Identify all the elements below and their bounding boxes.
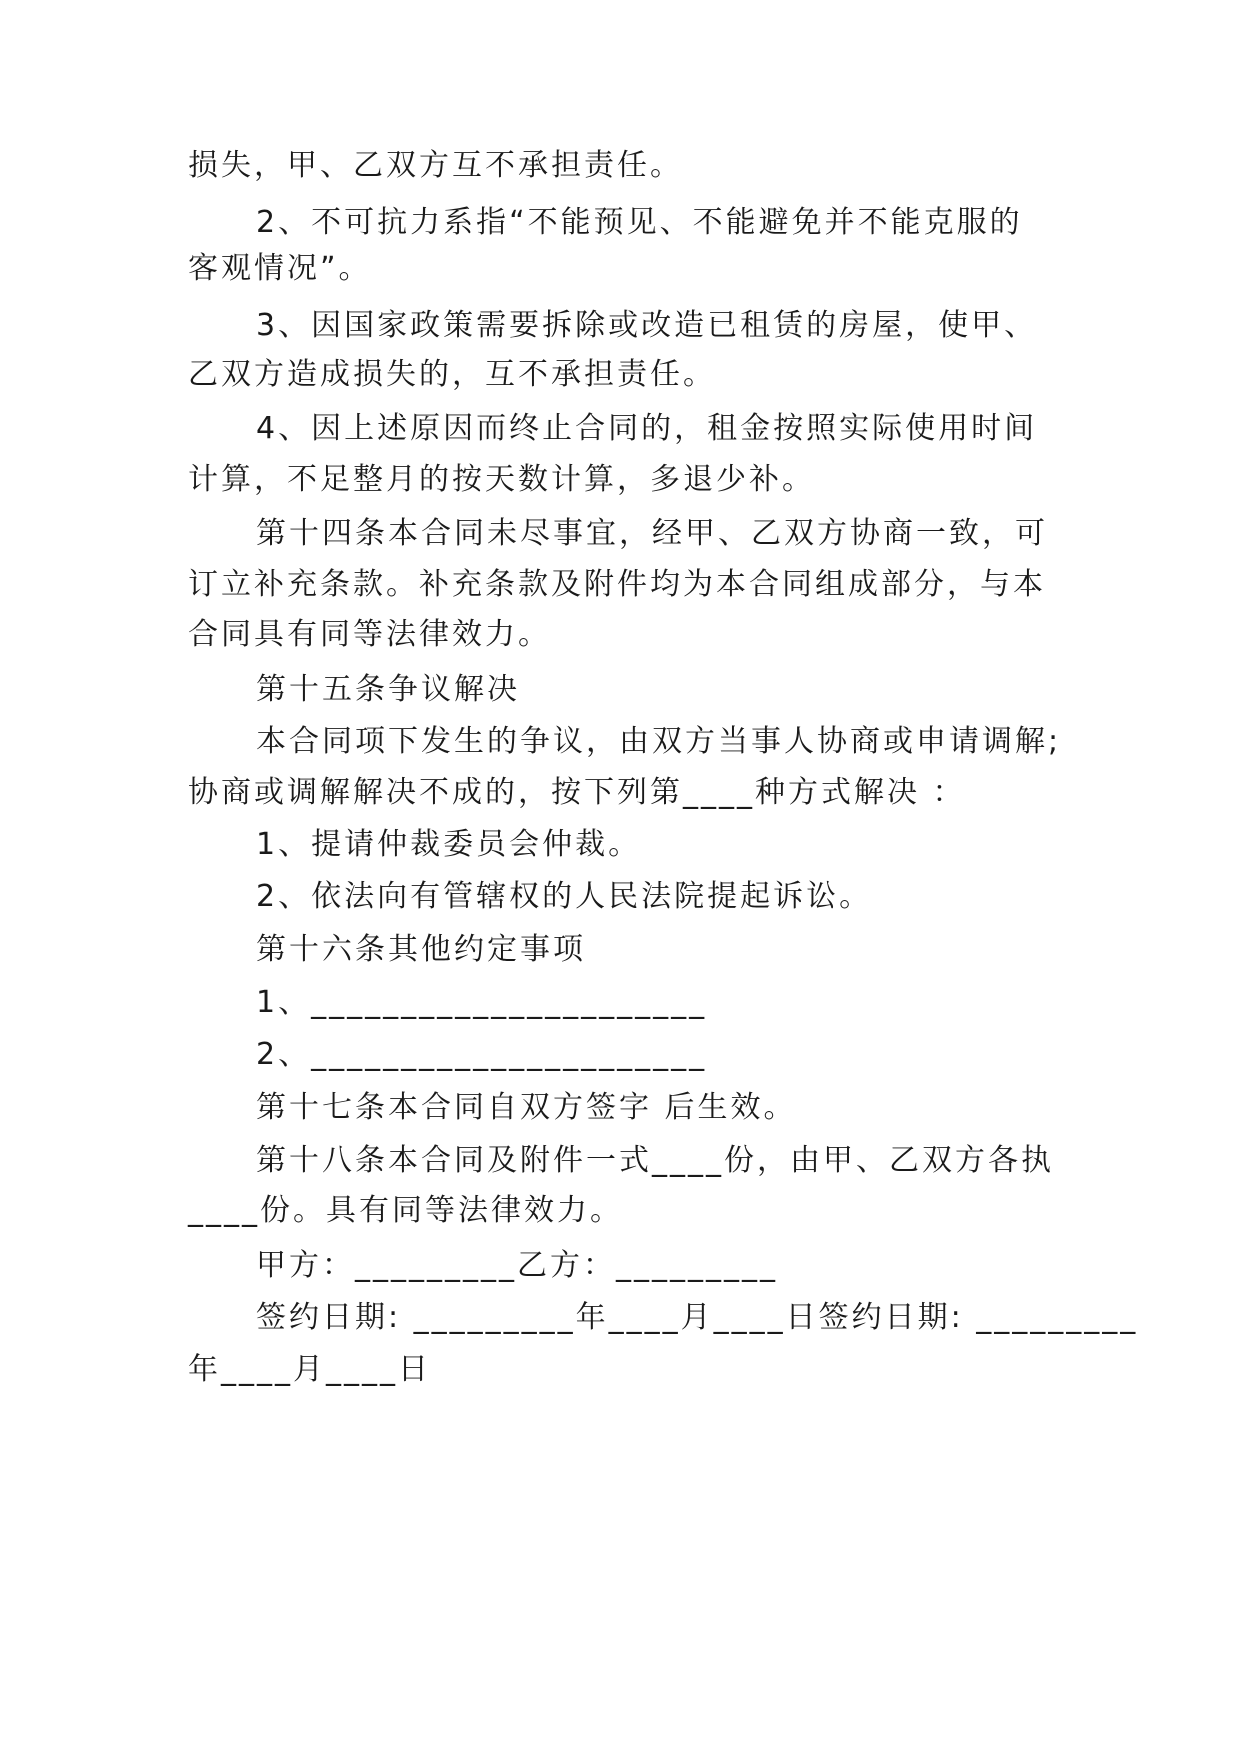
section-heading-15: 第十五条争议解决 xyxy=(256,672,520,707)
section-heading-16: 第十六条其他约定事项 xyxy=(256,932,586,967)
signing-date-line: 签约日期: _________年____月____日签约日期: _________ xyxy=(256,1300,1139,1335)
text-line-12: 本合同项下发生的争议，由双方当事人协商或申请调解; xyxy=(256,724,1062,759)
text-line-3: 客观情况”。 xyxy=(188,251,372,286)
text-line-1: 损失，甲、乙双方互不承担责任。 xyxy=(188,148,683,183)
text-line-24: 年____月____日 xyxy=(188,1352,431,1387)
text-line-13: 协商或调解解决不成的，按下列第____种方式解决 ： xyxy=(188,775,966,810)
text-line-19: 第十七条本合同自双方签字 后生效。 xyxy=(256,1090,797,1125)
text-line-20: 第十八条本合同及附件一式____份，由甲、乙双方各执 xyxy=(256,1143,1054,1178)
text-line-17: 1、______________________ xyxy=(256,985,708,1020)
text-line-2: 2、不可抗力系指“不能预见、不能避免并不能克服的 xyxy=(256,205,1023,240)
text-line-7: 计算，不足整月的按天数计算，多退少补。 xyxy=(188,462,815,497)
text-line-10: 合同具有同等法律效力。 xyxy=(188,617,551,652)
text-line-8: 第十四条本合同未尽事宜，经甲、乙双方协商一致，可 xyxy=(256,516,1048,551)
text-line-15: 2、依法向有管辖权的人民法院提起诉讼。 xyxy=(256,879,873,914)
text-line-6: 4、因上述原因而终止合同的，租金按照实际使用时间 xyxy=(256,411,1038,446)
text-line-4: 3、因国家政策需要拆除或改造已租赁的房屋，使甲、 xyxy=(256,308,1038,343)
text-line-18: 2、______________________ xyxy=(256,1037,708,1072)
signature-parties-line: 甲方：_________乙方：_________ xyxy=(256,1248,778,1283)
text-line-21: ____份。具有同等法律效力。 xyxy=(188,1193,623,1228)
text-line-9: 订立补充条款。补充条款及附件均为本合同组成部分，与本 xyxy=(188,567,1046,602)
text-line-5: 乙双方造成损失的，互不承担责任。 xyxy=(188,357,716,392)
text-line-14: 1、提请仲裁委员会仲裁。 xyxy=(256,827,642,862)
